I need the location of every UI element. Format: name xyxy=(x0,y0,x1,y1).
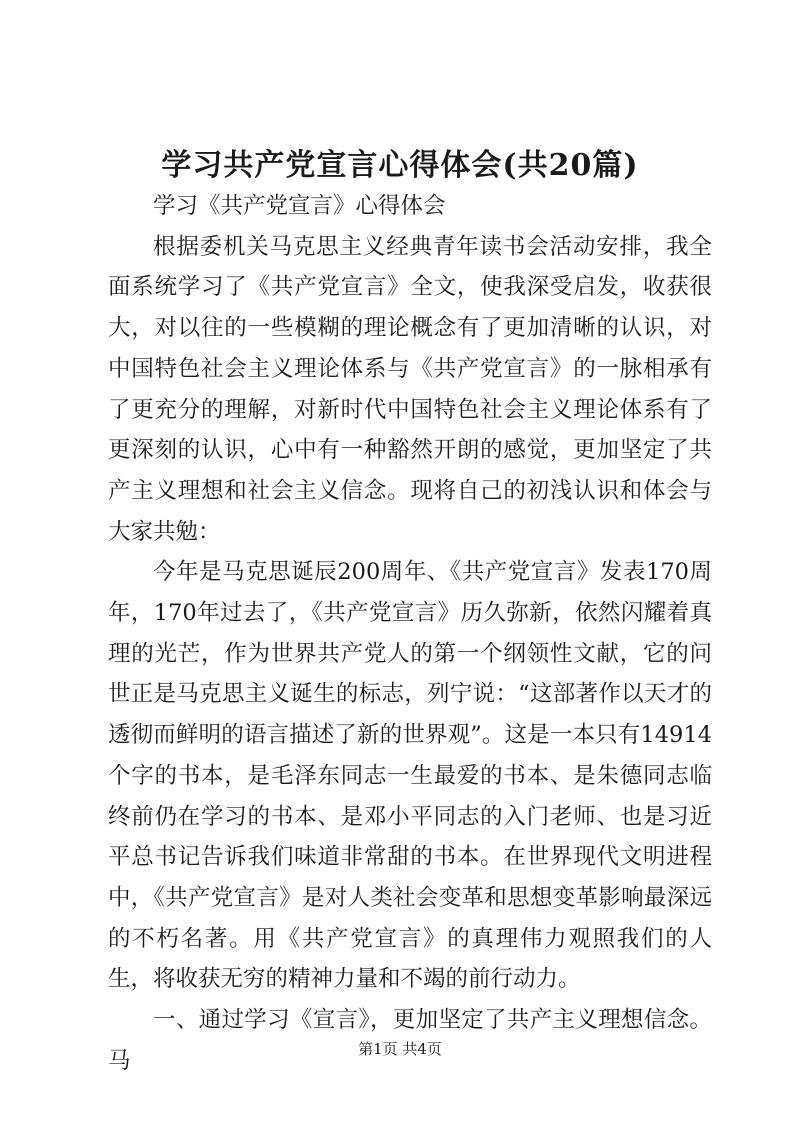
page-number-footer: 第1页 共4页 xyxy=(358,1040,442,1058)
body-paragraph: 今年是马克思诞辰200周年、《共产党宣言》发表170周年，170年过去了，《共产党宣言》历久弥新，依然闪耀着真理的光芒，作为世界共产党人的第一个纲领性文献，它的问世正是马克思主义诞生的标志，列宁说：“这部著作以天才的透彻而鲜明的语言描述了新的世界观”。这是一本只有14914个字的书本，是毛泽东同志一生最爱的书本、是朱德同志临终前仍在学习的书本、是邓小平同志的入门老师、也是习近平总书记告诉我们味道非常甜的书本。在世界现代文明进程中，《共产党宣言》是对人类社会变革和思想变革影响最深远的不朽名著。用《共产党宣言》的真理伟力观照我们的人生，将收获无穷的精神力量和不竭的前行动力。 xyxy=(108,559,712,993)
section-heading: 学习《共产党宣言》心得体会 xyxy=(153,193,446,219)
document-title: 学习共产党宣言心得体会(共20篇) xyxy=(161,148,639,183)
body-paragraph: 根据委机关马克思主义经典青年读书会活动安排，我全面系统学习了《共产党宣言》全文，使我深受启发，收获很大，对以往的一些模糊的理论概念有了更加清晰的认识，对中国特色社会主义理论体系与《共产党宣言》的一脉相承有了更充分的理解，对新时代中国特色社会主义理论体系有了更深刻的认识，心中有一种豁然开朗的感觉，更加坚定了共产主义理想和社会主义信念。现将自己的初浅认识和体会与大家共勉： xyxy=(108,233,712,545)
body-paragraph: 一、通过学习《宣言》，更加坚定了共产主义理想信念。马 xyxy=(108,1007,712,1074)
document-body xyxy=(108,186,712,1081)
